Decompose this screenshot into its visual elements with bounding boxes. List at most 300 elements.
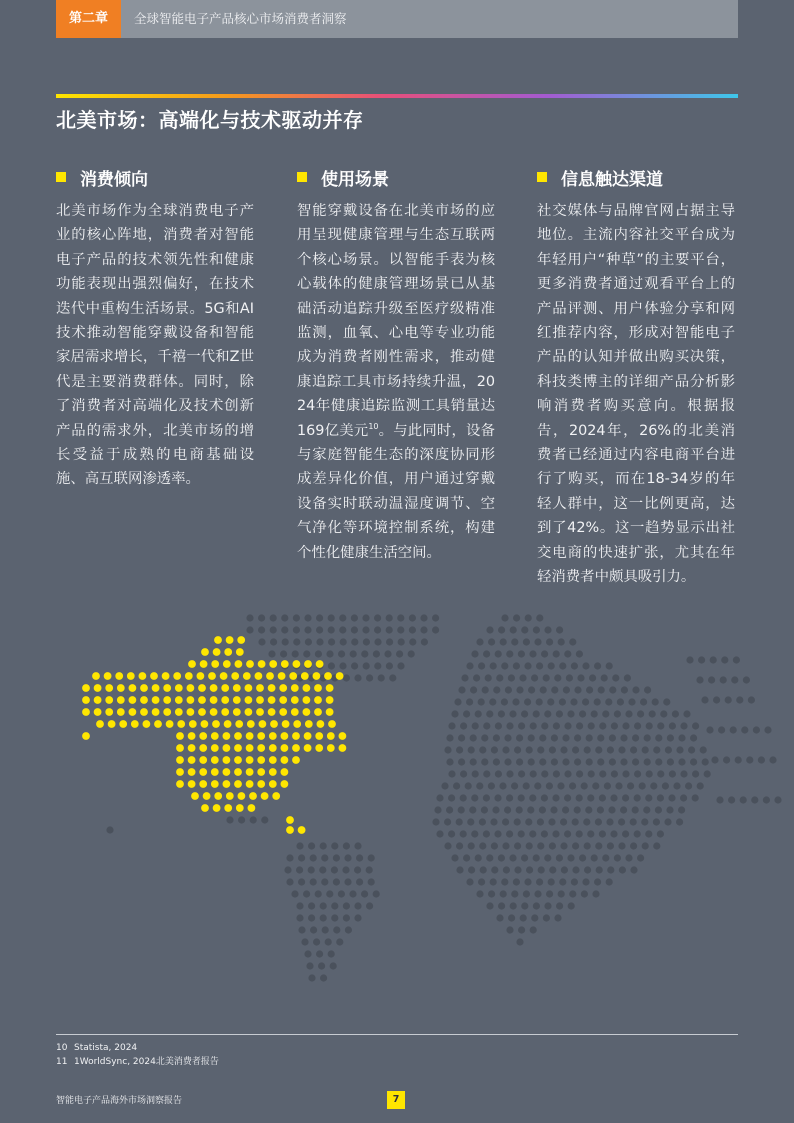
map-dot: [461, 674, 468, 681]
map-dot: [268, 684, 276, 692]
map-dot: [82, 684, 90, 692]
footnote-number: 10: [56, 1043, 68, 1053]
map-dot: [528, 758, 535, 765]
map-dot: [343, 914, 350, 921]
map-dot: [740, 796, 747, 803]
map-dot: [139, 672, 147, 680]
map-dot: [501, 614, 508, 621]
map-dot: [533, 626, 540, 633]
map-dot: [258, 614, 265, 621]
map-dot: [432, 818, 439, 825]
map-dot: [246, 768, 254, 776]
map-dot: [668, 794, 675, 801]
map-dot: [281, 732, 289, 740]
map-dot: [562, 806, 569, 813]
map-dot: [748, 696, 755, 703]
map-dot: [386, 626, 393, 633]
map-dot: [698, 656, 705, 663]
map-dot: [448, 794, 455, 801]
map-dot: [660, 710, 667, 717]
map-dot: [176, 732, 184, 740]
map-dot: [470, 734, 477, 741]
map-dot: [140, 684, 148, 692]
map-dot: [463, 710, 470, 717]
map-dot: [560, 746, 567, 753]
map-dot: [621, 686, 628, 693]
map-dot: [483, 770, 490, 777]
map-dot: [476, 782, 483, 789]
map-dot: [210, 696, 218, 704]
map-dot: [320, 902, 327, 909]
map-dot: [257, 780, 265, 788]
map-dot: [690, 734, 697, 741]
map-dot: [325, 938, 332, 945]
map-dot: [303, 650, 310, 657]
map-dot: [769, 756, 776, 763]
map-dot: [518, 830, 525, 837]
map-dot: [119, 720, 127, 728]
map-dot: [453, 782, 460, 789]
map-dot: [562, 758, 569, 765]
map-dot: [604, 782, 611, 789]
map-dot: [471, 830, 478, 837]
map-dot: [245, 708, 253, 716]
map-dot: [663, 698, 670, 705]
map-dot: [521, 854, 528, 861]
footnote-reference[interactable]: 10: [368, 421, 379, 431]
map-dot: [536, 662, 543, 669]
map-dot: [716, 796, 723, 803]
map-dot: [281, 614, 288, 621]
map-dot: [586, 686, 593, 693]
map-dot: [316, 638, 323, 645]
map-dot: [465, 782, 472, 789]
map-dot: [333, 878, 340, 885]
map-dot: [293, 614, 300, 621]
map-dot: [610, 794, 617, 801]
map-dot: [211, 744, 219, 752]
map-dot: [478, 662, 485, 669]
map-dot: [389, 674, 396, 681]
map-dot: [516, 686, 523, 693]
map-dot: [315, 732, 323, 740]
map-dot: [488, 782, 495, 789]
page-number: 7: [387, 1091, 405, 1109]
map-dot: [94, 684, 102, 692]
map-dot: [248, 804, 256, 812]
map-dot: [269, 732, 277, 740]
map-dot: [571, 878, 578, 885]
map-dot: [213, 648, 221, 656]
map-dot: [296, 902, 303, 909]
map-dot: [303, 684, 311, 692]
map-dot: [657, 794, 664, 801]
map-dot: [268, 708, 276, 716]
map-dot: [210, 708, 218, 716]
map-dot: [339, 626, 346, 633]
map-dot: [632, 806, 639, 813]
map-dot: [326, 684, 334, 692]
map-dot: [736, 696, 743, 703]
map-dot: [460, 830, 467, 837]
map-dot: [448, 770, 455, 777]
map-dot: [523, 890, 530, 897]
map-dot: [601, 674, 608, 681]
map-dot: [622, 794, 629, 801]
map-dot: [316, 626, 323, 633]
map-dot: [609, 758, 616, 765]
map-dot: [544, 626, 551, 633]
map-dot: [597, 758, 604, 765]
map-dot: [509, 854, 516, 861]
map-dot: [298, 878, 305, 885]
map-dot: [516, 938, 523, 945]
map-dot: [224, 720, 232, 728]
map-dot: [234, 756, 242, 764]
map-dot: [536, 614, 543, 621]
map-dot: [94, 696, 102, 704]
map-dot: [246, 744, 254, 752]
map-dot: [201, 804, 209, 812]
map-dot: [486, 626, 493, 633]
map-dot: [236, 648, 244, 656]
map-dot: [316, 614, 323, 621]
map-dot: [298, 854, 305, 861]
map-dot: [501, 878, 508, 885]
map-dot: [494, 794, 501, 801]
map-dot: [619, 866, 626, 873]
map-dot: [468, 866, 475, 873]
map-dot: [644, 734, 651, 741]
map-dot: [559, 878, 566, 885]
map-dot: [258, 638, 265, 645]
map-dot: [303, 890, 310, 897]
map-dot: [493, 686, 500, 693]
map-dot: [574, 734, 581, 741]
map-dot: [361, 650, 368, 657]
map-dot: [246, 756, 254, 764]
map-dot: [503, 866, 510, 873]
map-dot: [316, 660, 324, 668]
map-dot: [657, 830, 664, 837]
map-dot: [468, 842, 475, 849]
map-dot: [223, 756, 231, 764]
map-dot: [506, 794, 513, 801]
map-dot: [331, 914, 338, 921]
square-bullet-icon: [297, 172, 307, 182]
map-dot: [550, 806, 557, 813]
map-dot: [524, 662, 531, 669]
map-dot: [564, 722, 571, 729]
map-dot: [642, 842, 649, 849]
map-dot: [185, 672, 193, 680]
map-dot: [327, 744, 335, 752]
map-dot: [498, 854, 505, 861]
map-dot: [420, 626, 427, 633]
map-dot: [246, 626, 253, 633]
map-dot: [354, 914, 361, 921]
map-dot: [551, 686, 558, 693]
map-dot: [568, 902, 575, 909]
map-dot: [686, 656, 693, 663]
map-dot: [451, 710, 458, 717]
map-dot: [514, 818, 521, 825]
map-dot: [303, 708, 311, 716]
map-dot: [106, 826, 113, 833]
map-dot: [622, 770, 629, 777]
map-dot: [526, 866, 533, 873]
map-dot: [328, 950, 335, 957]
map-dot: [176, 768, 184, 776]
map-dot: [643, 806, 650, 813]
map-dot: [634, 770, 641, 777]
map-dot: [498, 902, 505, 909]
map-dot: [333, 854, 340, 861]
map-dot: [191, 792, 199, 800]
map-dot: [649, 710, 656, 717]
map-dot: [496, 674, 503, 681]
map-dot: [166, 720, 174, 728]
map-dot: [502, 842, 509, 849]
map-dot: [105, 684, 113, 692]
map-dot: [257, 768, 265, 776]
map-dot: [692, 770, 699, 777]
map-dot: [641, 818, 648, 825]
map-dot: [304, 732, 312, 740]
map-dot: [258, 626, 265, 633]
map-dot: [221, 696, 229, 704]
map-dot: [293, 626, 300, 633]
map-dot: [584, 746, 591, 753]
map-dot: [373, 890, 380, 897]
map-dot: [460, 794, 467, 801]
map-dot: [655, 734, 662, 741]
map-dot: [587, 830, 594, 837]
map-dot: [546, 638, 553, 645]
map-dot: [495, 722, 502, 729]
map-dot: [421, 638, 428, 645]
footnote-item: [56, 1041, 219, 1055]
map-dot: [243, 672, 251, 680]
map-dot: [458, 758, 465, 765]
map-dot: [678, 734, 685, 741]
square-bullet-icon: [537, 172, 547, 182]
map-dot: [591, 854, 598, 861]
map-dot: [594, 878, 601, 885]
map-dot: [223, 744, 231, 752]
footnote-text: 1WorldSync, 2024北美消费者报告: [74, 1057, 219, 1067]
map-dot: [129, 708, 137, 716]
map-dot: [614, 854, 621, 861]
map-dot: [374, 638, 381, 645]
map-dot: [211, 768, 219, 776]
map-dot: [493, 734, 500, 741]
map-dot: [342, 866, 349, 873]
map-dot: [188, 660, 196, 668]
column-body-part1: 智能穿戴设备在北美市场的应用呈现健康管理与生态互联两个核心场景。以智能手表为核心载体的健康管理场景已从基础活动追踪升级至医疗级精准监测，血氧、心电等专业功能成为消费者刚性需求，推动健康追踪工具市场持续升温，2024年健康追踪监测工具销量达169亿美元: [297, 203, 495, 439]
map-dot: [328, 662, 335, 669]
map-dot: [645, 830, 652, 837]
map-dot: [356, 878, 363, 885]
map-dot: [448, 722, 455, 729]
map-dot: [362, 626, 369, 633]
map-dot: [486, 710, 493, 717]
map-dot: [680, 794, 687, 801]
map-dot: [331, 842, 338, 849]
map-dot: [730, 726, 737, 733]
map-dot: [143, 720, 151, 728]
chapter-header: [56, 0, 738, 38]
footnotes: [56, 1041, 219, 1069]
map-dot: [599, 794, 606, 801]
map-dot: [269, 780, 277, 788]
map-dot: [203, 792, 211, 800]
map-dot: [281, 660, 289, 668]
map-dot: [321, 878, 328, 885]
map-dot: [320, 914, 327, 921]
map-dot: [495, 770, 502, 777]
map-dot: [630, 842, 637, 849]
map-dot: [537, 842, 544, 849]
map-dot: [533, 710, 540, 717]
map-dot: [620, 758, 627, 765]
map-dot: [669, 722, 676, 729]
map-dot: [632, 734, 639, 741]
map-dot: [549, 866, 556, 873]
map-dot: [211, 780, 219, 788]
map-dot: [420, 614, 427, 621]
map-dot: [466, 878, 473, 885]
map-dot: [291, 684, 299, 692]
map-dot: [237, 636, 245, 644]
map-dot: [743, 676, 750, 683]
map-dot: [490, 878, 497, 885]
map-dot: [605, 698, 612, 705]
map-dot: [234, 780, 242, 788]
map-dot: [281, 626, 288, 633]
map-dot: [639, 782, 646, 789]
map-dot: [708, 676, 715, 683]
map-dot: [281, 768, 289, 776]
map-dot: [296, 866, 303, 873]
map-dot: [538, 866, 545, 873]
map-dot: [584, 842, 591, 849]
map-dot: [326, 890, 333, 897]
map-dot: [530, 926, 537, 933]
map-dot: [569, 638, 576, 645]
map-dot: [384, 650, 391, 657]
map-dot: [208, 672, 216, 680]
map-dot: [516, 806, 523, 813]
map-dot: [226, 792, 234, 800]
map-dot: [397, 626, 404, 633]
map-dot: [491, 866, 498, 873]
map-dot: [491, 842, 498, 849]
map-dot: [255, 672, 263, 680]
map-dot: [551, 758, 558, 765]
map-dot: [733, 656, 740, 663]
map-dot: [280, 650, 287, 657]
map-dot: [328, 614, 335, 621]
map-dot: [463, 854, 470, 861]
map-dot: [451, 854, 458, 861]
map-dot: [386, 662, 393, 669]
map-dot: [286, 826, 294, 834]
map-dot: [523, 638, 530, 645]
map-dot: [533, 854, 540, 861]
map-dot: [199, 744, 207, 752]
map-dot: [270, 614, 277, 621]
map-dot: [176, 780, 184, 788]
map-dot: [566, 674, 573, 681]
map-dot: [518, 650, 525, 657]
map-dot: [583, 818, 590, 825]
map-dot: [432, 626, 439, 633]
map-dot: [211, 660, 219, 668]
map-dot: [221, 708, 229, 716]
map-dot: [163, 684, 171, 692]
map-dot: [685, 782, 692, 789]
map-dot: [492, 806, 499, 813]
map-dot: [261, 816, 268, 823]
map-dot: [614, 710, 621, 717]
map-dot: [552, 830, 559, 837]
map-dot: [504, 758, 511, 765]
map-dot: [607, 842, 614, 849]
map-dot: [117, 684, 125, 692]
map-dot: [336, 938, 343, 945]
map-dot: [351, 614, 358, 621]
map-dot: [529, 830, 536, 837]
map-dot: [140, 708, 148, 716]
map-dot: [594, 698, 601, 705]
map-dot: [234, 744, 242, 752]
map-dot: [606, 818, 613, 825]
map-dot: [339, 732, 347, 740]
map-dot: [479, 842, 486, 849]
map-dot: [560, 818, 567, 825]
map-dot: [187, 684, 195, 692]
map-dot: [117, 696, 125, 704]
map-dot: [607, 746, 614, 753]
map-dot: [634, 794, 641, 801]
map-dot: [436, 794, 443, 801]
map-dot: [557, 782, 564, 789]
map-dot: [610, 830, 617, 837]
map-dot: [223, 768, 231, 776]
map-dot: [597, 734, 604, 741]
map-dot: [564, 830, 571, 837]
map-dot: [212, 720, 220, 728]
map-dot: [553, 722, 560, 729]
map-dot: [588, 770, 595, 777]
map-dot: [246, 660, 254, 668]
map-dot: [506, 926, 513, 933]
map-dot: [644, 758, 651, 765]
map-dot: [548, 662, 555, 669]
map-dot: [582, 878, 589, 885]
map-dot: [537, 746, 544, 753]
map-dot: [572, 746, 579, 753]
map-dot: [315, 650, 322, 657]
map-dot: [513, 878, 520, 885]
map-dot: [511, 890, 518, 897]
map-dot: [506, 722, 513, 729]
map-dot: [591, 710, 598, 717]
map-dot: [495, 650, 502, 657]
map-dot: [498, 626, 505, 633]
map-dot: [266, 672, 274, 680]
